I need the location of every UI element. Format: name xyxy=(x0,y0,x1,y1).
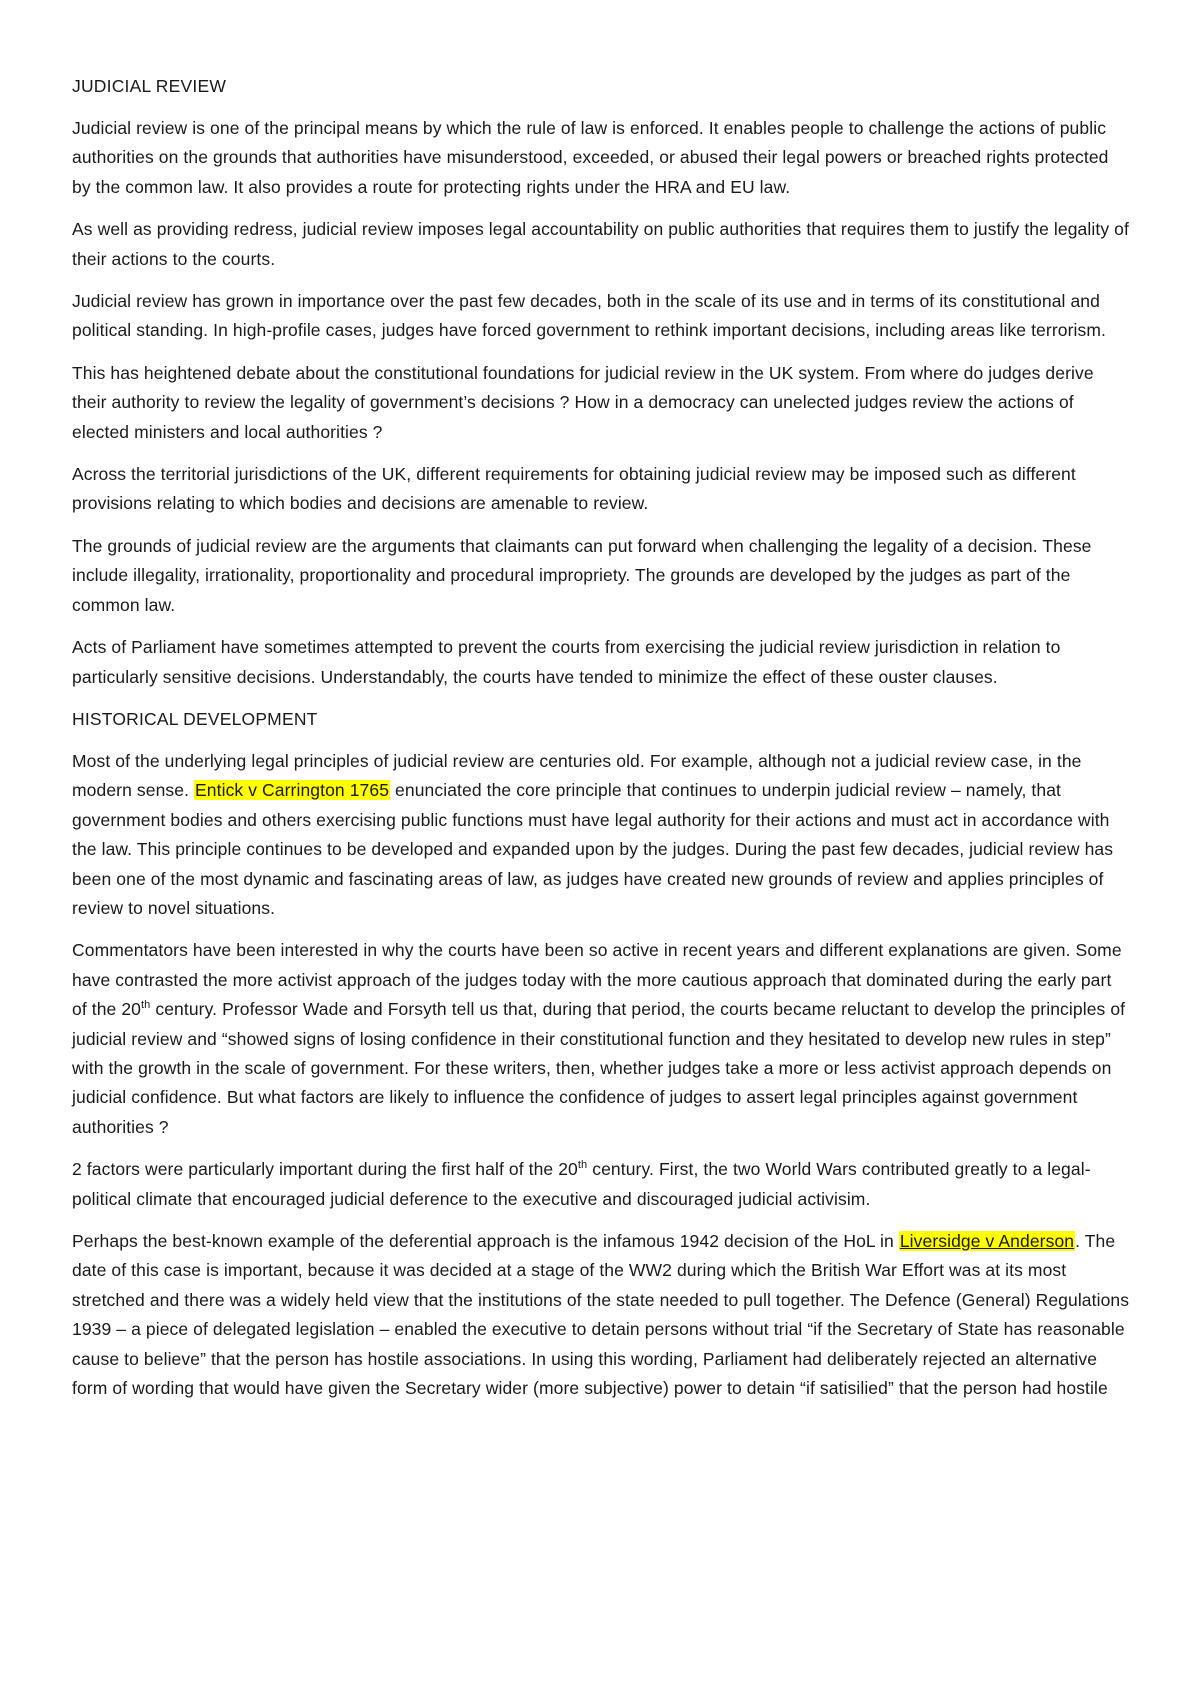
paragraph-importance: Judicial review has grown in importance over the past few decades, both in the scale of its use and in terms of its constitutional and political standing. In high-profile cases, judges have forced government to rethink important decisions, including areas like terrorism. xyxy=(72,291,1106,341)
paragraph-entick xyxy=(72,747,1130,923)
paragraph-commentators xyxy=(72,936,1130,1142)
case-highlight-entick-v-carrington: Entick v Carrington 1765 xyxy=(195,780,390,801)
superscript: th xyxy=(141,999,151,1012)
paragraph-two-factors xyxy=(72,1155,1130,1214)
paragraph-text: Most of the underlying legal principles of judicial review are centuries old. For example, although not a judicial review case, in the modern sense. xyxy=(72,750,1082,801)
paragraph-jurisdictions: Across the territorial jurisdictions of the UK, different requirements for obtaining judicial review may be imposed such as different provisions relating to which bodies and decisions are amenable to review. xyxy=(72,464,1076,514)
superscript: th xyxy=(577,1159,588,1172)
paragraph-constitutional-debate: This has heightened debate about the constitutional foundations for judicial review in the UK system. From where do judges derive their authority to review the legality of government’s decisions ? How in a democracy can unelected judges review the actions of elected ministers and local authorities ? xyxy=(72,362,1094,442)
paragraph-text: . The date of this case is important, because it was decided at a stage of the WW2 during which the British War Effort was at its most stretched and there was a widely held view that the institutions of the state needed to pull together. The Defence (General) Regulations 1939 – a piece of delegated legislation – enabled the executive to detain persons without trial “if the Secretary of State has reasonable cause to believe” that the person has hostile associations. In using this wording, Parliament had deliberately rejected an alternative form of wording that would have given the Secretary wider (more subjective) power to detain “if satisilied” that the person had hostile xyxy=(72,1231,1130,1399)
paragraph-text: 2 factors were particularly important during the first half of the 20 xyxy=(72,1159,578,1180)
section-heading-historical-development: HISTORICAL DEVELOPMENT xyxy=(72,708,318,729)
case-highlight-liversidge-v-anderson: Liversidge v Anderson xyxy=(899,1231,1075,1251)
paragraph-liversidge xyxy=(72,1227,1130,1403)
paragraph-text: century. Professor Wade and Forsyth tell us that, during that period, the courts became reluctant to develop the principles of judicial review and “showed signs of losing confidence in their constitutional function and they hesitated to develop new rules in step” with the growth in the scale of government. For these writers, then, whether judges take a more or less activist approach depends on judicial confidence. But what factors are likely to influence the confidence of judges to assert legal principles against government authorities ? xyxy=(72,999,1126,1137)
paragraph-text: century. First, the two World Wars contributed greatly to a legal-political climate that encouraged judicial deference to the executive and discouraged judicial activisim. xyxy=(72,1159,1091,1209)
paragraph-text: Perhaps the best-known example of the deferential approach is the infamous 1942 decision of the HoL in xyxy=(72,1231,899,1251)
paragraph-grounds: The grounds of judicial review are the arguments that claimants can put forward when challenging the legality of a decision. These include illegality, irrationality, proportionality and procedural impropriety. The grounds are developed by the judges as part of the common law. xyxy=(72,535,1092,615)
paragraph-intro: Judicial review is one of the principal means by which the rule of law is enforced. It enables people to challenge the actions of public authorities on the grounds that authorities have misunderstood, exceeded, or abused their legal powers or breached rights protected by the common law. It also provides a route for protecting rights under the HRA and EU law. xyxy=(72,118,1109,197)
paragraph-text: enunciated the core principle that continues to underpin judicial review – namely, that government bodies and others exercising public functions must have legal authority for their actions and must act in accordance with the law. This principle continues to be developed and expanded upon by the judges. During the past few decades, judicial review has been one of the most dynamic and fascinating areas of law, as judges have created new grounds of review and applies principles of review to novel situations. xyxy=(72,780,1114,918)
paragraph-ouster-clauses: Acts of Parliament have sometimes attempted to prevent the courts from exercising the judicial review jurisdiction in relation to particularly sensitive decisions. Understandably, the courts have tended to minimize the effect of these ouster clauses. xyxy=(72,637,1061,687)
paragraph-text: Commentators have been interested in why the courts have been so active in recent years and different explanations are given. Some have contrasted the more activist approach of the judges today with the more cautious approach that dominated during the early part of the 20 xyxy=(72,940,1122,1020)
section-heading-judicial-review: JUDICIAL REVIEW xyxy=(72,76,227,96)
paragraph-redress: As well as providing redress, judicial review imposes legal accountability on public authorities that requires them to justify the legality of their actions to the courts. xyxy=(72,219,1129,269)
